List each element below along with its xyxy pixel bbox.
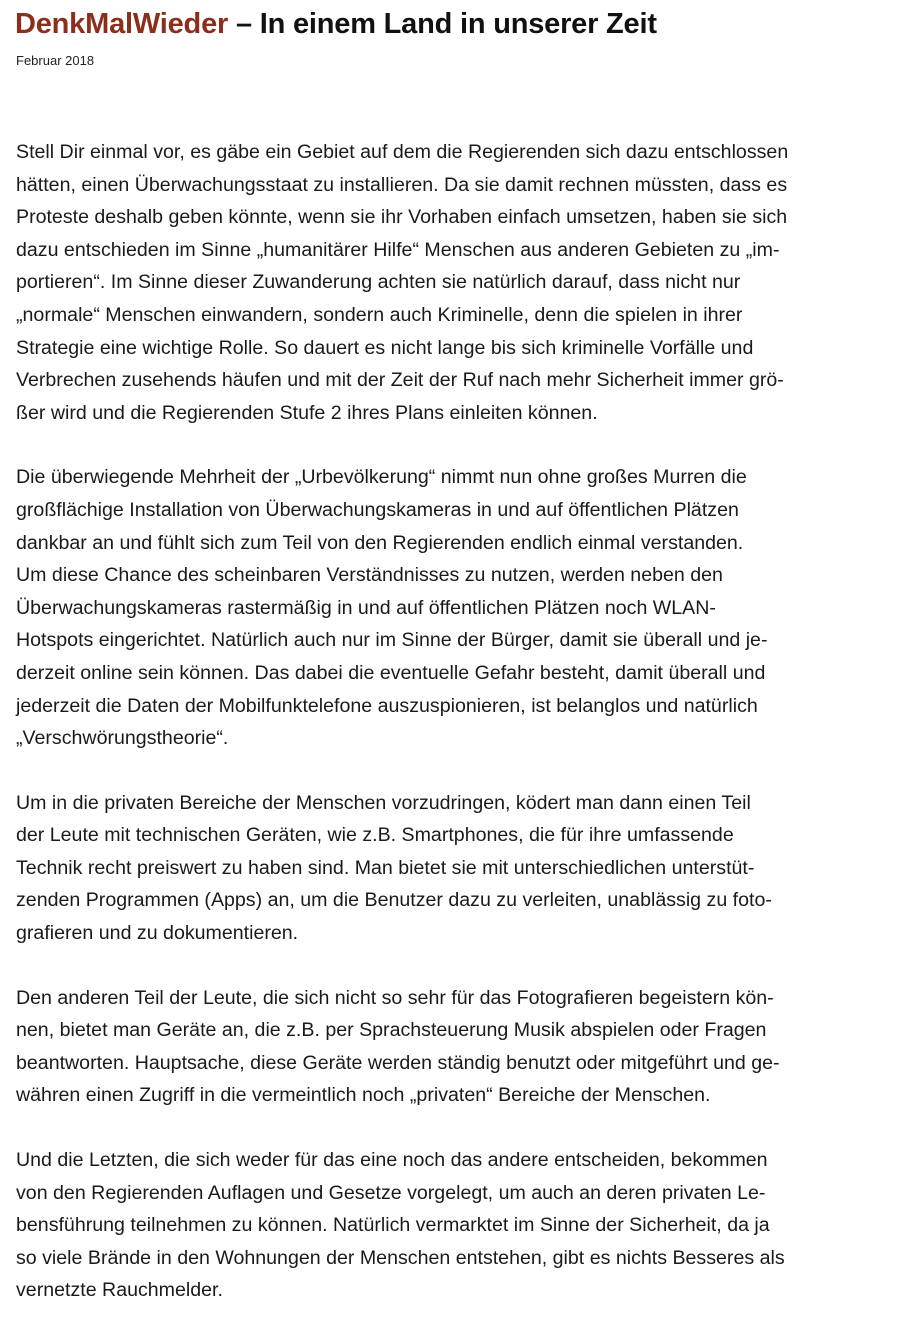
brand-name: DenkMalWieder: [15, 8, 229, 40]
text-line: „Verschwörungstheorie“.: [16, 727, 229, 750]
text-line: von den Regierenden Auflagen und Gesetze vorgelegt, um auch an deren privaten Le-: [16, 1181, 766, 1204]
title-text: – In einem Land in unserer Zeit: [228, 8, 657, 40]
text-line: hätten, einen Überwachungsstaat zu installieren. Da sie damit rechnen müssten, dass es: [16, 173, 788, 196]
text-line: großflächige Installation von Überwachungskameras in und auf öffentlichen Plätzen: [16, 498, 739, 521]
text-line: Hotspots eingerichtet. Natürlich auch nur im Sinne der Bürger, damit sie überall und je-: [16, 629, 768, 652]
text-line: Verbrechen zusehends häufen und mit der Zeit der Ruf nach mehr Sicherheit immer grö-: [16, 369, 784, 392]
text-line: derzeit online sein können. Das dabei die eventuelle Gefahr besteht, damit überall und: [16, 661, 766, 684]
text-line: Technik recht preiswert zu haben sind. Man bietet sie mit unterschiedlichen unterstüt-: [16, 856, 755, 879]
text-line: Überwachungskameras rastermäßig in und auf öffentlichen Plätzen noch WLAN-: [16, 596, 716, 619]
paragraph-3: [16, 787, 896, 950]
page-title: [15, 6, 657, 42]
text-line: so viele Brände in den Wohnungen der Menschen entstehen, gibt es nichts Besseres als: [16, 1246, 785, 1269]
text-line: Strategie eine wichtige Rolle. So dauert es nicht lange bis sich kriminelle Vorfälle und: [16, 336, 754, 359]
publication-date: Februar 2018: [16, 53, 95, 68]
text-line: Den anderen Teil der Leute, die sich nicht so sehr für das Fotografieren begeistern kön-: [16, 986, 774, 1009]
text-line: Proteste deshalb geben könnte, wenn sie ihr Vorhaben einfach umsetzen, haben sie sich: [16, 206, 788, 229]
text-line: „normale“ Menschen einwandern, sondern auch Kriminelle, denn die spielen in ihrer: [16, 303, 743, 326]
text-line: Um in die privaten Bereiche der Menschen vorzudringen, ködert man dann einen Teil: [16, 791, 751, 814]
text-line: Und die Letzten, die sich weder für das eine noch das andere entscheiden, bekommen: [16, 1149, 768, 1172]
paragraph-4: [16, 982, 896, 1112]
text-line: Die überwiegende Mehrheit der „Urbevölkerung“ nimmt nun ohne großes Murren die: [16, 466, 747, 489]
text-line: ßer wird und die Regierenden Stufe 2 ihres Plans einleiten können.: [16, 401, 598, 424]
text-line: beantworten. Hauptsache, diese Geräte werden ständig benutzt oder mitgeführt und ge-: [16, 1051, 780, 1074]
text-line: bensführung teilnehmen zu können. Natürlich vermarktet im Sinne der Sicherheit, da ja: [16, 1214, 770, 1237]
article-body: [16, 136, 896, 1339]
text-line: vernetzte Rauchmelder.: [16, 1279, 223, 1302]
text-line: währen einen Zugriff in die vermeintlich noch „privaten“ Bereiche der Menschen.: [16, 1084, 711, 1107]
text-line: portieren“. Im Sinne dieser Zuwanderung achten sie natürlich darauf, dass nicht nur: [16, 271, 741, 294]
text-line: dazu entschieden im Sinne „humanitärer Hilfe“ Menschen aus anderen Gebieten zu „im-: [16, 238, 780, 261]
text-line: grafieren und zu dokumentieren.: [16, 922, 299, 945]
text-line: der Leute mit technischen Geräten, wie z.B. Smartphones, die für ihre umfassende: [16, 824, 734, 847]
text-line: dankbar an und fühlt sich zum Teil von den Regierenden endlich einmal verstanden.: [16, 531, 744, 554]
text-line: jederzeit die Daten der Mobilfunktelefone auszuspionieren, ist belanglos und natürlich: [16, 694, 758, 717]
paragraph-5: [16, 1144, 896, 1307]
text-line: zenden Programmen (Apps) an, um die Benutzer dazu zu verleiten, unablässig zu foto-: [16, 889, 772, 912]
paragraph-1: [16, 136, 896, 429]
text-line: Um diese Chance des scheinbaren Verständnisses zu nutzen, werden neben den: [16, 564, 723, 587]
paragraph-2: [16, 461, 896, 754]
text-line: Stell Dir einmal vor, es gäbe ein Gebiet auf dem die Regierenden sich dazu entschlossen: [16, 141, 789, 163]
text-line: nen, bietet man Geräte an, die z.B. per Sprachsteuerung Musik abspielen oder Fragen: [16, 1019, 767, 1042]
